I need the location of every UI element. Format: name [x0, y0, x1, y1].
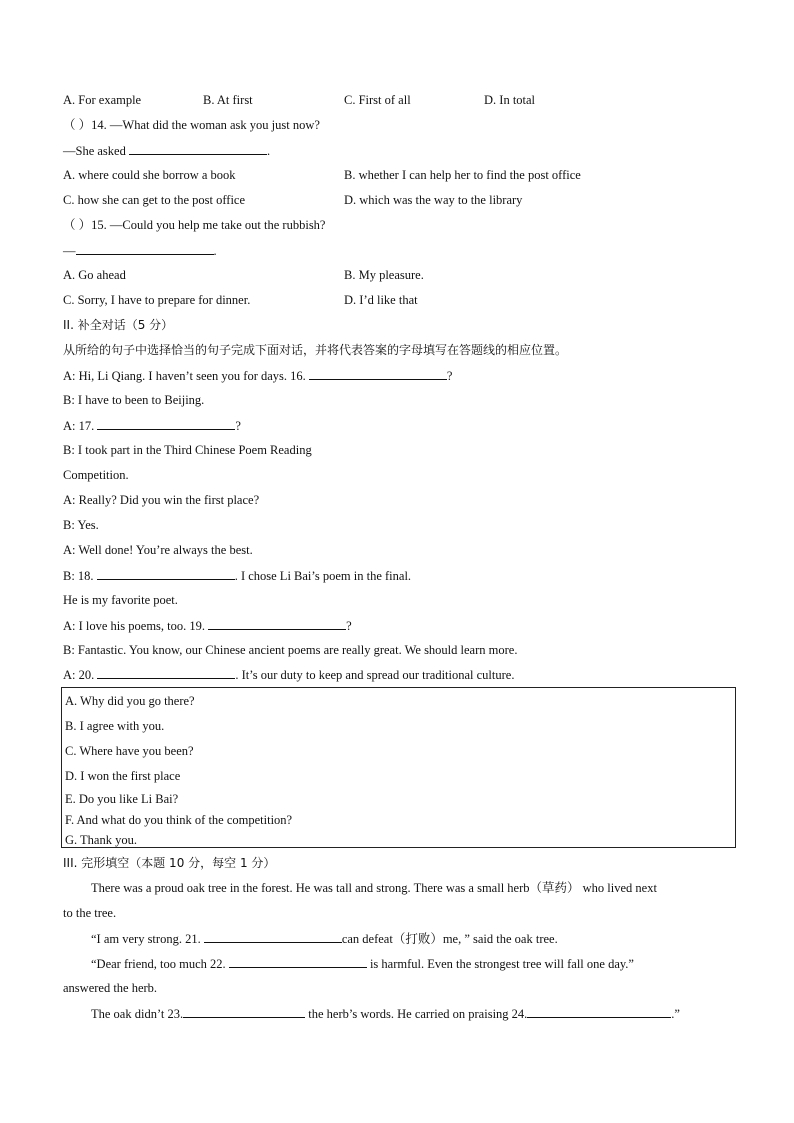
dialogue-line-2: B: I have to been to Beijing.: [63, 393, 205, 407]
answer-blank-18: [97, 567, 235, 580]
dialogue-text: A: 17.: [63, 419, 95, 433]
q14-option-d: D. which was the way to the library: [344, 193, 523, 207]
passage-text: “Dear friend, too much 22.: [91, 957, 226, 971]
dialogue-line-6: A: Really? Did you win the first place?: [63, 493, 260, 507]
q15-option-c: C. Sorry, I have to prepare for dinner.: [63, 293, 251, 307]
q15-answer-line: [63, 242, 217, 259]
dialogue-text: A: I love his poems, too. 19.: [63, 619, 206, 633]
passage-text: “I am very strong. 21.: [91, 932, 201, 946]
passage-text: .”: [671, 1007, 680, 1021]
answer-blank-21: [204, 930, 342, 943]
answer-blank: [76, 242, 214, 255]
dialogue-text: ?: [235, 419, 241, 433]
passage-text: is harmful. Even the strongest tree will fall one day.”: [366, 957, 634, 971]
answer-blank-20: [97, 666, 235, 679]
q15-stem: 15. —Could you help me take out the rubbish?: [91, 218, 326, 232]
passage-line-6: [63, 1005, 680, 1022]
passage-line-2: to the tree.: [63, 906, 117, 920]
dialogue-line-1: [63, 367, 452, 384]
dialogue-line-12: B: Fantastic. You know, our Chinese ancient poems are really great. We should learn more.: [63, 643, 518, 657]
q13-option-b: B. At first: [203, 93, 253, 107]
dialogue-line-9: [63, 567, 411, 584]
passage-line-4: [63, 955, 634, 972]
dialogue-text: ?: [346, 619, 352, 633]
q15-option-b: B. My pleasure.: [344, 268, 424, 282]
answer-paren: （ ）: [63, 118, 92, 132]
answer-blank-17: [97, 417, 235, 430]
passage-text: The oak didn’t 23.: [91, 1007, 184, 1021]
choice-b: B. I agree with you.: [65, 719, 165, 733]
q15-answer-suffix: .: [213, 244, 217, 258]
dialogue-text: . I chose Li Bai’s poem in the final.: [234, 569, 412, 583]
passage-line-1: There was a proud oak tree in the forest. He was tall and strong. There was a small herb（草药） who lived next: [91, 881, 657, 895]
answer-blank-16: [309, 367, 447, 380]
choice-d: D. I won the first place: [65, 769, 181, 783]
choice-a: A. Why did you go there?: [65, 694, 195, 708]
dialogue-text: . It’s our duty to keep and spread our traditional culture.: [235, 668, 515, 682]
q14-answer-suffix: .: [266, 144, 271, 158]
q15-answer-prefix: —: [63, 244, 76, 258]
passage-text: the herb’s words. He carried on praising 24.: [305, 1007, 528, 1021]
answer-blank: [129, 142, 267, 155]
dialogue-line-3: [63, 417, 241, 434]
choice-f: F. And what do you think of the competition?: [65, 813, 293, 827]
dialogue-text: A: Hi, Li Qiang. I haven’t seen you for days. 16.: [63, 369, 306, 383]
dialogue-line-4: B: I took part in the Third Chinese Poem Reading: [63, 443, 312, 457]
answer-blank-22: [229, 955, 367, 968]
dialogue-line-13: [63, 666, 514, 683]
choices-box: [61, 687, 736, 848]
dialogue-text: A: 20.: [63, 668, 95, 682]
q14-answer-line: [63, 142, 270, 159]
dialogue-text: ?: [446, 369, 453, 383]
section-3-title: III. 完形填空（本题 10 分，每空 1 分）: [63, 856, 276, 870]
q13-option-d: D. In total: [484, 93, 536, 107]
q15-stem-line: [63, 217, 325, 233]
q14-stem: 14. —What did the woman ask you just now?: [91, 118, 320, 132]
section-2-instruction: 从所给的句子中选择恰当的句子完成下面对话，并将代表答案的字母填写在答题线的相应位置。: [63, 343, 568, 357]
answer-blank-24: [527, 1005, 671, 1018]
q13-option-a: A. For example: [63, 93, 142, 107]
dialogue-line-11: [63, 617, 352, 634]
q15-option-a: A. Go ahead: [63, 268, 126, 282]
answer-blank-19: [208, 617, 346, 630]
dialogue-text: B: 18.: [63, 569, 94, 583]
answer-blank-23: [183, 1005, 305, 1018]
choice-c: C. Where have you been?: [65, 744, 194, 758]
passage-text: can defeat（打败）me, ” said the oak tree.: [341, 932, 558, 946]
dialogue-line-7: B: Yes.: [63, 518, 99, 532]
choice-g: G. Thank you.: [65, 833, 137, 847]
section-2-title: II. 补全对话（5 分）: [63, 318, 174, 332]
q14-answer-prefix: —She asked: [63, 144, 126, 158]
dialogue-line-8: A: Well done! You’re always the best.: [63, 543, 253, 557]
q14-stem-line: [63, 117, 320, 133]
q14-option-c: C. how she can get to the post office: [63, 193, 246, 207]
passage-line-3: [63, 930, 558, 947]
q14-option-b: B. whether I can help her to find the post office: [344, 168, 581, 182]
choice-e: E. Do you like Li Bai?: [65, 792, 179, 806]
answer-paren: （ ）: [63, 218, 92, 232]
q15-option-d: D. I’d like that: [344, 293, 418, 307]
passage-line-5: answered the herb.: [63, 981, 158, 995]
dialogue-line-10: He is my favorite poet.: [63, 593, 178, 607]
q14-option-a: A. where could she borrow a book: [63, 168, 236, 182]
q13-option-c: C. First of all: [344, 93, 411, 107]
dialogue-line-5: Competition.: [63, 468, 129, 482]
